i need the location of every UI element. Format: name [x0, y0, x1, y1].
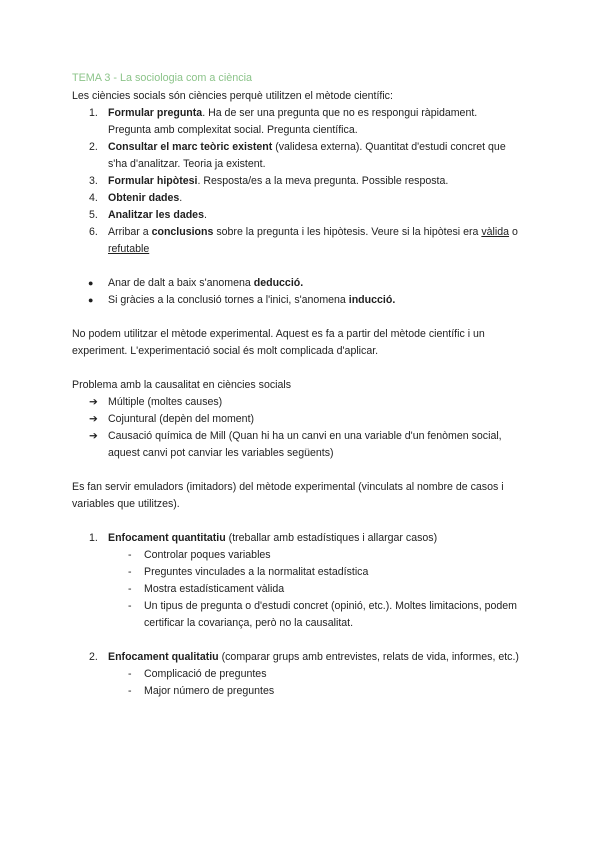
- step-1: 1. Formular pregunta. Ha de ser una pregunta que no es respongui ràpidament.: [89, 107, 478, 119]
- arrow-right-icon: ➔: [89, 413, 98, 425]
- problem-heading: Problema amb la causalitat en ciències socials: [72, 379, 292, 391]
- arrow-right-icon: ➔: [89, 396, 98, 408]
- bullet-induccio: ● Si gràcies a la conclusió tornes a l'inici, s'anomena inducció.: [72, 292, 532, 309]
- step-2-line2: s'ha d'analitzar. Teoria ja existent.: [108, 158, 266, 170]
- document-title: TEMA 3 - La sociologia com a ciència: [72, 72, 253, 84]
- approach-item: - Major número de preguntes: [72, 683, 532, 700]
- bullet-dot-icon: ●: [88, 295, 94, 305]
- approach-item: - Preguntes vinculades a la normalitat estadística: [72, 564, 532, 581]
- dash-icon: -: [128, 566, 132, 578]
- valida-underlined: vàlida: [481, 226, 510, 238]
- approach-item: - Complicació de preguntes: [72, 666, 532, 683]
- step-6: 6. Arribar a conclusions sobre la pregunta i les hipòtesis. Veure si la hipòtesi era vàlida o: [89, 226, 518, 238]
- step-3: 3. Formular hipòtesi. Resposta/es a la meva pregunta. Possible resposta.: [89, 175, 449, 187]
- dash-icon: -: [128, 549, 132, 561]
- paragraph-emuladors: Es fan servir emuladors (imitadors) del mètode experimental (vinculats al nombre de casos i variables que utilitzes).: [72, 481, 504, 510]
- approach-item: - Un tipus de pregunta o d'estudi concret (opinió, etc.). Moltes limitacions, podem certificar la covariança, però no la causalitat.: [128, 600, 517, 629]
- step-5: 5. Analitzar les dades.: [89, 209, 207, 221]
- arrow-right-icon: ➔: [89, 430, 98, 442]
- bullet-deduccio: ● Anar de dalt a baix s'anomena deducció.: [72, 275, 532, 292]
- refutable-underlined: refutable: [108, 243, 150, 255]
- dash-icon: -: [128, 668, 132, 680]
- approach-quantitatiu: 1. Enfocament quantitatiu (treballar amb estadístiques i allargar casos): [89, 532, 438, 544]
- dash-icon: -: [128, 600, 132, 612]
- problem-item: ➔ Múltiple (moltes causes): [72, 394, 532, 411]
- approach-item: - Controlar poques variables: [72, 547, 532, 564]
- paragraph-experimental: No podem utilitzar el mètode experimental. Aquest es fa a partir del mètode científic i un experiment. L'experimentació social és molt complicada d'aplicar.: [72, 328, 485, 357]
- dash-icon: -: [128, 685, 132, 697]
- step-1-line2: Pregunta amb complexitat social. Pregunta científica.: [108, 124, 358, 136]
- step-4: 4. Obtenir dades.: [89, 192, 183, 204]
- dash-icon: -: [128, 583, 132, 595]
- step-6-line2: [72, 241, 532, 258]
- problem-item: ➔ Cojuntural (depèn del moment): [72, 411, 532, 428]
- approach-item: - Mostra estadísticament vàlida: [72, 581, 532, 598]
- problem-item: ➔ Causació química de Mill (Quan hi ha un canvi en una variable d'un fenòmen social, aquest canvi pot canviar les variables següents): [89, 430, 502, 459]
- approach-qualitatiu: 2. Enfocament qualitatiu (comparar grups amb entrevistes, relats de vida, informes, etc.): [89, 651, 519, 663]
- intro-text: Les ciències socials són ciències perquè utilitzen el mètode científic:: [72, 90, 393, 102]
- bullet-dot-icon: ●: [88, 278, 94, 288]
- step-2: 2. Consultar el marc teòric existent (validesa externa). Quantitat d'estudi concret que: [89, 141, 506, 153]
- document-page: [72, 71, 532, 700]
